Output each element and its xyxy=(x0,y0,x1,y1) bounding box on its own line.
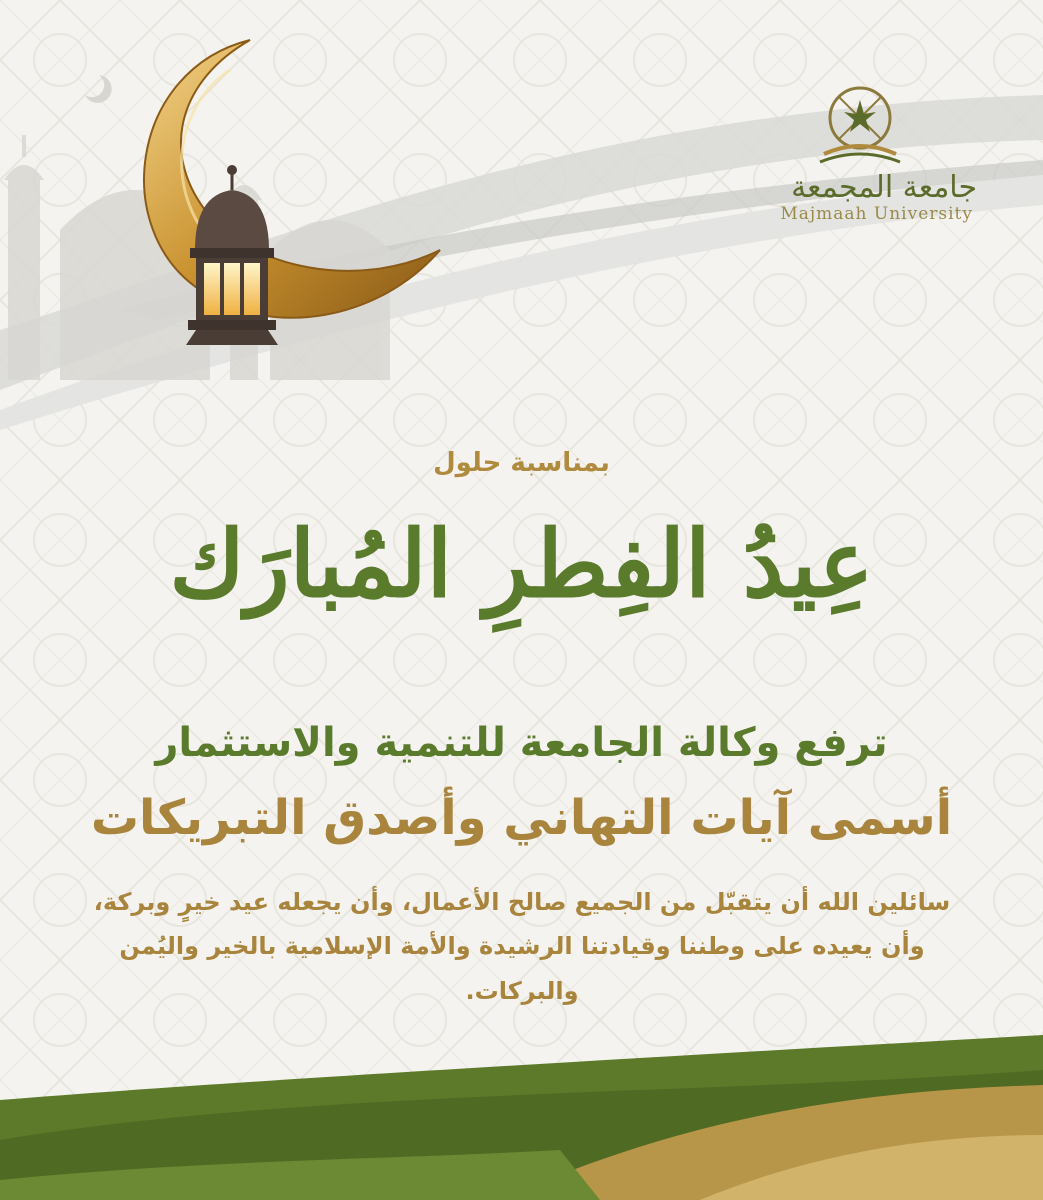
university-name-english: Majmaah University xyxy=(780,204,973,224)
eid-title: عِيدُ الفِطرِ المُبارَك xyxy=(169,510,874,618)
university-name-arabic: جامعة المجمعة xyxy=(791,170,977,205)
prayer-text: سائلين الله أن يتقبّل من الجميع صالح الأعمال، وأن يجعله عيد خيرٍ وبركة، وأن يعيده على وطننا وقيادتنا الرشيدة والأمة الإسلامية بالخير واليُمن والبركات. xyxy=(93,888,951,1005)
congratulations-line: أسمى آيات التهاني وأصدق التبريكات xyxy=(90,790,953,846)
occasion-text: بمناسبة حلول xyxy=(433,448,610,478)
sender-line: ترفع وكالة الجامعة للتنمية والاستثمار xyxy=(155,720,888,766)
